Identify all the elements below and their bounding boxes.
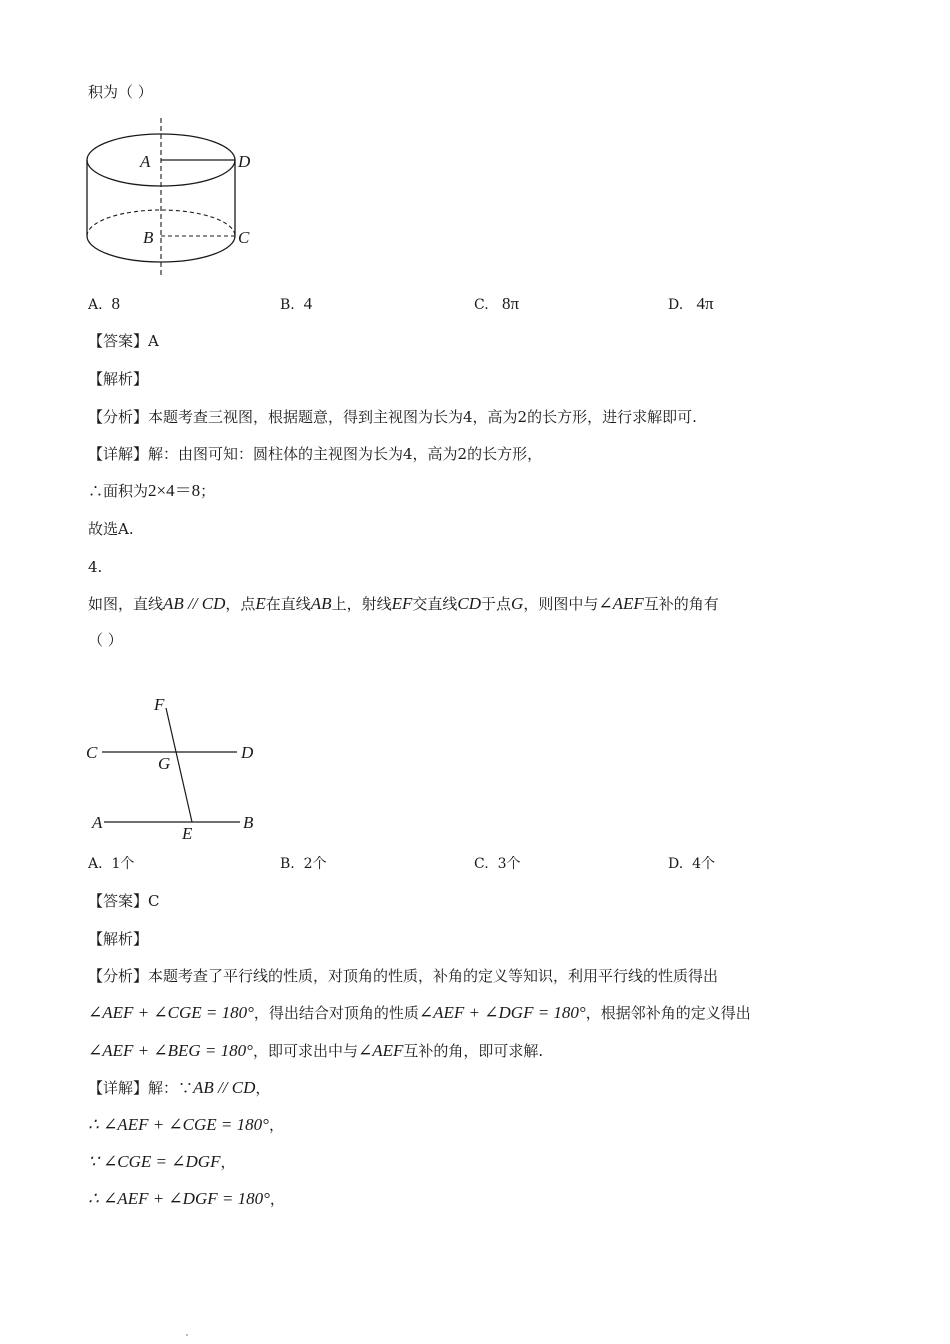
page-speck [186, 1334, 188, 1336]
q4-xiangjie: 【详解】解：∵AB // CD， [88, 1078, 271, 1097]
q4-answer: 【答案】C [88, 892, 160, 910]
q4-option-a: A. 1个 [88, 856, 135, 872]
q4-step2: ∵ ∠CGE = ∠DGF， [88, 1152, 236, 1171]
q3-fenxi: 【分析】本题考查三视图，根据题意，得到主视图为长为4，高为2的长方形，进行求解即可. [88, 408, 697, 426]
label-b: B [143, 228, 154, 247]
q3-option-a: A. 8 [88, 294, 120, 313]
q3-answer: 【答案】A [88, 332, 159, 350]
q3-option-d: D. 4π [668, 294, 714, 313]
q3-option-b: B. 4 [280, 294, 313, 313]
label-a: A [140, 152, 151, 171]
q4-option-c: C. 3个 [474, 856, 521, 872]
parallel-lines-figure [82, 690, 272, 845]
label-a: A [92, 813, 103, 832]
label-d: D [238, 152, 251, 171]
q4-fenxi-line2: ∠AEF + ∠CGE = 180°，得出结合对顶角的性质∠AEF + ∠DGF = 180°，根据邻补角的定义得出 [88, 1003, 751, 1022]
label-e: E [182, 824, 193, 843]
q4-step3: ∴ ∠AEF + ∠DGF = 180°， [88, 1189, 285, 1208]
q4-stem: 如图，直线AB // CD，点E在直线AB上，射线EF交直线CD于点G，则图中与∠AEF互补的角有 [88, 594, 719, 613]
q4-analysis-heading: 【解析】 [88, 930, 149, 948]
q3-area: ∴面积为2×4＝8； [88, 481, 216, 500]
q3-xiangjie: 【详解】解：由图可知：圆柱体的主视图为长为4，高为2的长方形， [88, 445, 543, 463]
q4-fenxi-line3: ∠AEF + ∠BEG = 180°，即可求出中与∠AEF互补的角，即可求解. [88, 1041, 544, 1060]
q3-stem-tail: 积为（ ） [88, 83, 153, 101]
q4-stem-paren: （ ） [88, 631, 123, 649]
label-d: D [241, 743, 254, 762]
q4-option-b: B. 2个 [280, 856, 327, 872]
q4-fenxi: 【分析】本题考查了平行线的性质，对顶角的性质，补角的定义等知识，利用平行线的性质得出 [88, 967, 719, 985]
label-c: C [86, 743, 98, 762]
q4-number: 4. [88, 558, 103, 576]
label-b: B [243, 813, 254, 832]
label-c: C [238, 228, 250, 247]
q3-conclusion: 故选A. [88, 520, 134, 538]
q3-analysis-heading: 【解析】 [88, 370, 149, 388]
q4-step1: ∴ ∠AEF + ∠CGE = 180°， [88, 1115, 284, 1134]
q3-option-c: C. 8π [474, 294, 520, 313]
cylinder-figure [80, 115, 270, 280]
q4-option-d: D. 4个 [668, 856, 716, 872]
label-g: G [158, 754, 171, 773]
label-f: F [154, 695, 165, 714]
